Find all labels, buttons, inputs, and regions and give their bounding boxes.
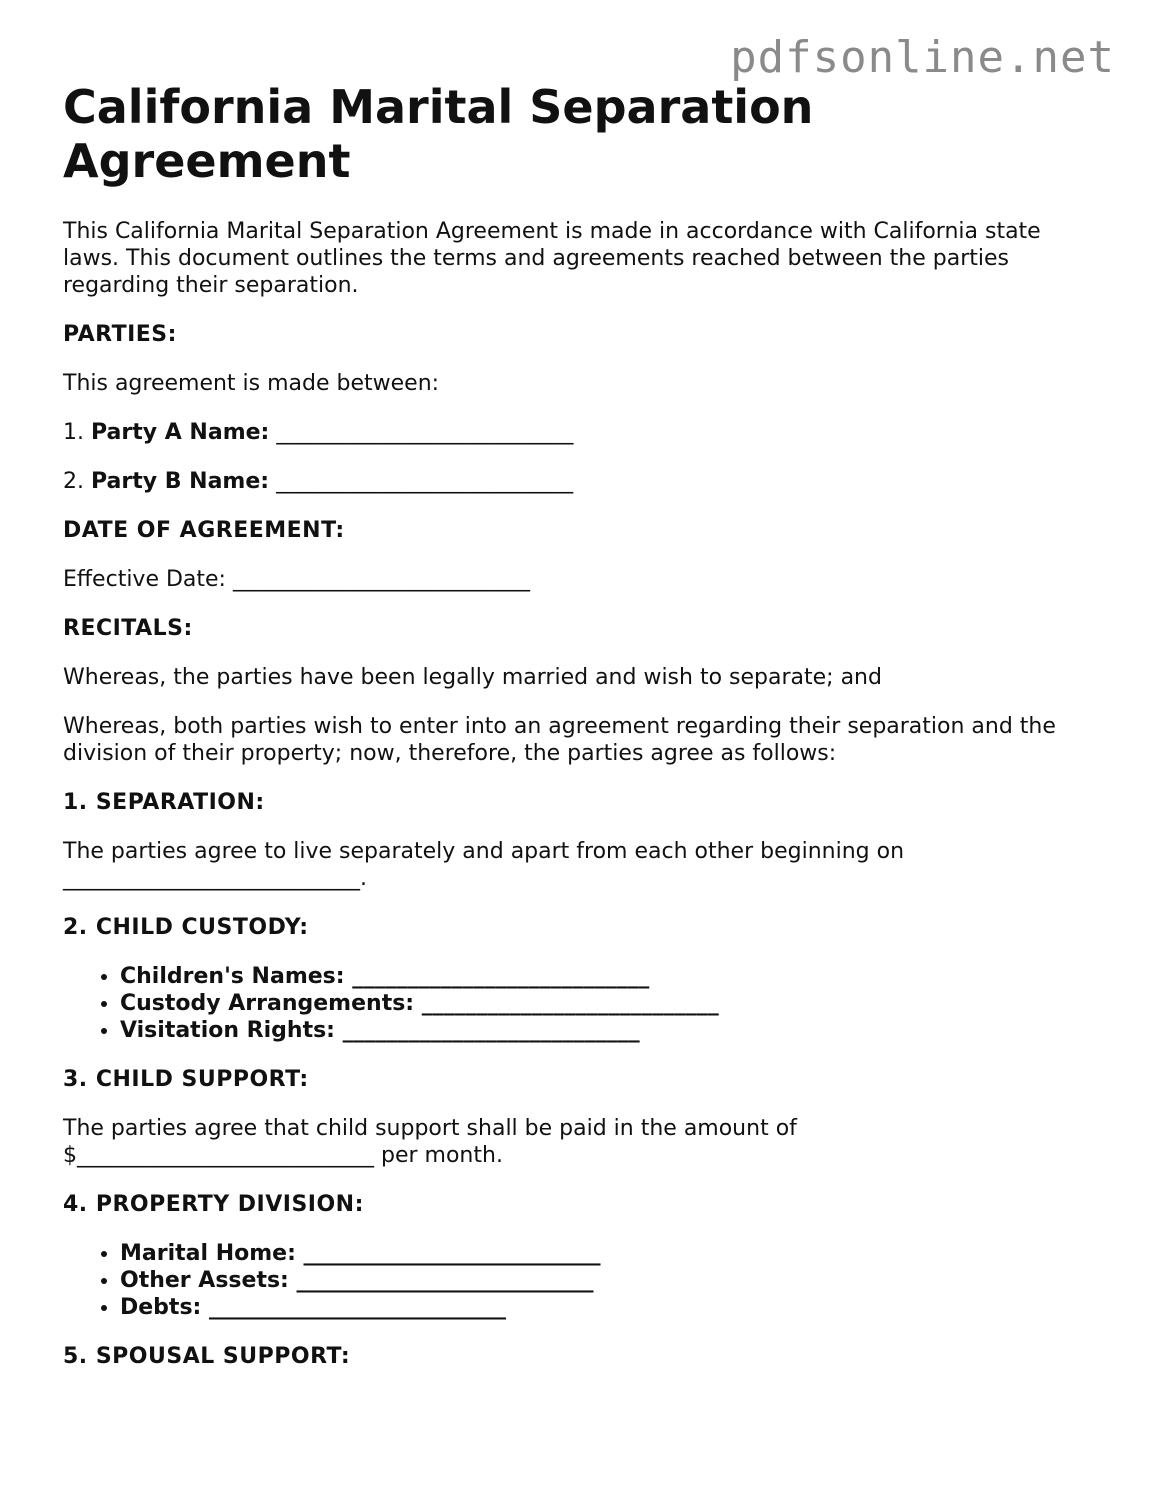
property-heading: 4. PROPERTY DIVISION: xyxy=(63,1192,364,1217)
recital-2: Whereas, both parties wish to enter into an agreement regarding their separation and the division of their property; now, therefore, the parties agree as follows: xyxy=(63,714,1056,766)
party-a-line xyxy=(63,419,1093,446)
watermark: pdfsonline.net xyxy=(730,32,1115,83)
child-support-heading: 3. CHILD SUPPORT: xyxy=(63,1067,309,1092)
date-heading: DATE OF AGREEMENT: xyxy=(63,518,345,543)
custody-list xyxy=(63,963,1093,1044)
party-b-label: Party B Name: xyxy=(91,469,270,494)
other-assets-blank[interactable]: ___________________________ xyxy=(296,1268,594,1293)
children-names-label: Children's Names: xyxy=(120,964,345,989)
party-a-blank[interactable]: ___________________________ xyxy=(276,420,574,445)
list-item xyxy=(120,1240,1093,1267)
separation-sentence: The parties agree to live separately and apart from each other beginning on xyxy=(63,839,905,864)
list-item xyxy=(120,1017,1093,1044)
intro-paragraph: This California Marital Separation Agreement is made in accordance with California state laws. This document outlines the terms and agreements reached between the parties regarding their separation. xyxy=(63,219,1041,298)
party-b-number: 2. xyxy=(63,469,84,494)
debts-label: Debts: xyxy=(120,1295,202,1320)
custody-heading: 2. CHILD CUSTODY: xyxy=(63,915,309,940)
child-support-amount-blank[interactable]: ___________________________ xyxy=(77,1143,374,1168)
marital-home-label: Marital Home: xyxy=(120,1241,296,1266)
child-support-text xyxy=(63,1115,1093,1169)
party-b-line xyxy=(63,468,1093,495)
per-month-text: per month. xyxy=(381,1143,503,1168)
other-assets-label: Other Assets: xyxy=(120,1268,289,1293)
separation-text xyxy=(63,838,1093,892)
party-a-number: 1. xyxy=(63,420,84,445)
parties-lead: This agreement is made between: xyxy=(63,371,440,396)
recital-1: Whereas, the parties have been legally married and wish to separate; and xyxy=(63,665,882,690)
list-item xyxy=(120,1294,1093,1321)
debts-blank[interactable]: ___________________________ xyxy=(209,1295,507,1320)
child-support-sentence: The parties agree that child support shall be paid in the amount of xyxy=(63,1116,797,1141)
spousal-support-heading: 5. SPOUSAL SUPPORT: xyxy=(63,1344,351,1369)
children-names-blank[interactable]: ___________________________ xyxy=(352,964,650,989)
party-b-blank[interactable]: ___________________________ xyxy=(276,469,574,494)
document-title: California Marital Separation Agreement xyxy=(63,80,814,188)
visitation-rights-blank[interactable]: ___________________________ xyxy=(342,1018,640,1043)
list-item xyxy=(120,1267,1093,1294)
separation-heading: 1. SEPARATION: xyxy=(63,790,265,815)
parties-heading: PARTIES: xyxy=(63,322,177,347)
list-item xyxy=(120,990,1093,1017)
separation-date-blank[interactable]: ___________________________ xyxy=(63,866,360,891)
dollar-sign: $ xyxy=(63,1143,77,1168)
list-item xyxy=(120,963,1093,990)
recitals-heading: RECITALS: xyxy=(63,616,193,641)
custody-arrangements-blank[interactable]: ___________________________ xyxy=(421,991,719,1016)
visitation-rights-label: Visitation Rights: xyxy=(120,1018,335,1043)
property-list xyxy=(63,1240,1093,1321)
effective-date-blank[interactable]: ___________________________ xyxy=(232,567,530,592)
separation-period: . xyxy=(360,866,367,891)
marital-home-blank[interactable]: ___________________________ xyxy=(303,1241,601,1266)
party-a-label: Party A Name: xyxy=(91,420,270,445)
document-page xyxy=(63,80,1093,1392)
effective-date-label: Effective Date: xyxy=(63,567,226,592)
custody-arrangements-label: Custody Arrangements: xyxy=(120,991,415,1016)
effective-date-line xyxy=(63,566,1093,593)
